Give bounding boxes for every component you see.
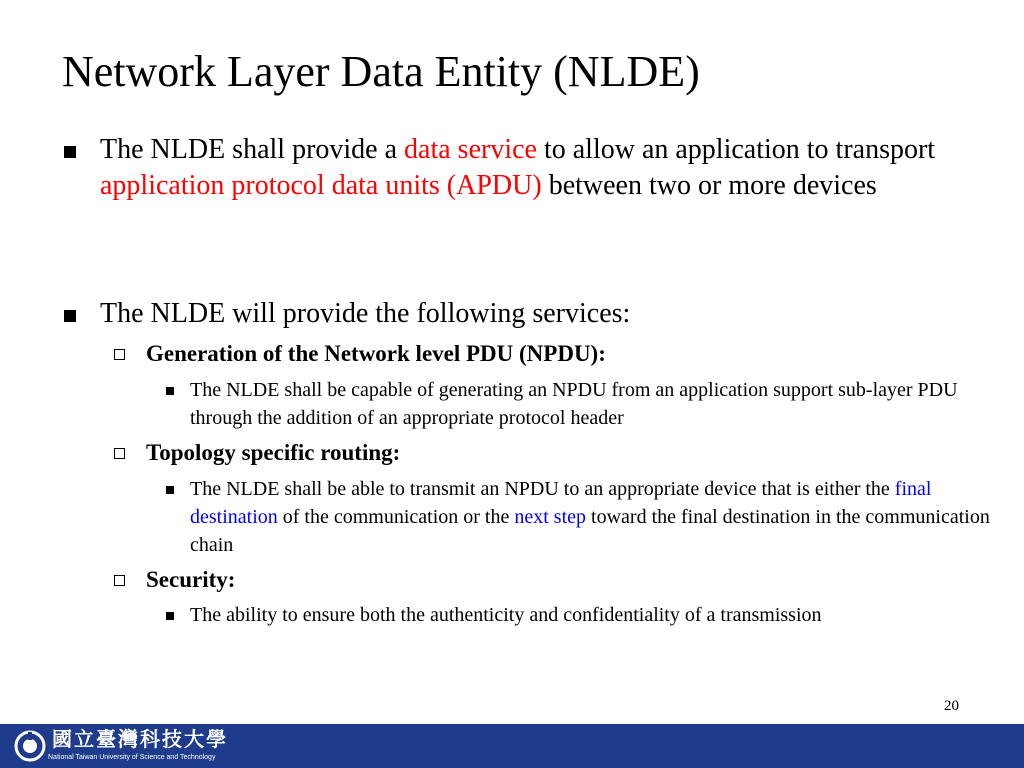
square-bullet-icon bbox=[64, 146, 76, 158]
footer-bar bbox=[0, 724, 1024, 768]
bullet-data-service bbox=[100, 132, 1000, 204]
detail-text: The NLDE shall be capable of generating an NPDU from an application support sub-layer PDU through the addition of an appropriate protocol header bbox=[190, 379, 958, 429]
sub-bullet-heading: Security: bbox=[146, 567, 236, 592]
university-name-chinese: 國立臺灣科技大學 bbox=[52, 727, 228, 751]
sub-bullet-heading: Generation of the Network level PDU (NPDU): bbox=[146, 341, 606, 366]
bullet-text: The NLDE will provide the following services: bbox=[100, 298, 631, 329]
bullet-services bbox=[100, 296, 1000, 332]
university-name-english: National Taiwan University of Science and Technology bbox=[48, 754, 216, 761]
bullet-text: between two or more devices bbox=[541, 170, 877, 201]
bullet-text: The NLDE shall provide a bbox=[100, 134, 405, 165]
detail-security bbox=[190, 601, 1000, 629]
hollow-square-bullet-icon bbox=[114, 349, 125, 360]
sub-bullet-topology-routing bbox=[146, 439, 1006, 467]
hollow-square-bullet-icon bbox=[114, 448, 125, 459]
detail-text: toward the final destination in the communication chain bbox=[190, 506, 990, 556]
detail-text: The ability to ensure both the authenticity and confidentiality of a transmission bbox=[190, 604, 822, 626]
sub-bullet-security bbox=[146, 566, 1006, 594]
slide-title: Network Layer Data Entity (NLDE) bbox=[62, 47, 700, 96]
square-bullet-icon bbox=[64, 310, 76, 322]
small-square-bullet-icon bbox=[166, 387, 174, 395]
detail-text: of the communication or the bbox=[277, 506, 515, 528]
highlight-next-step: next step bbox=[514, 506, 587, 528]
university-logo-icon bbox=[14, 730, 46, 762]
hollow-square-bullet-icon bbox=[114, 575, 125, 586]
sub-bullet-npdu-generation bbox=[146, 340, 1006, 368]
bullet-text: to allow an application to transport bbox=[536, 134, 936, 165]
highlight-apdu: application protocol data units (APDU) bbox=[100, 170, 542, 201]
page-number: 20 bbox=[944, 698, 959, 714]
detail-text: The NLDE shall be able to transmit an NPDU to an appropriate device that is either the bbox=[190, 478, 895, 500]
sub-bullet-heading: Topology specific routing: bbox=[146, 440, 401, 465]
detail-topology-routing bbox=[190, 475, 1000, 559]
small-square-bullet-icon bbox=[166, 612, 174, 620]
detail-npdu-generation bbox=[190, 376, 1000, 432]
highlight-final-destination: final destination bbox=[190, 478, 932, 528]
small-square-bullet-icon bbox=[166, 486, 174, 494]
highlight-data-service: data service bbox=[404, 134, 537, 165]
